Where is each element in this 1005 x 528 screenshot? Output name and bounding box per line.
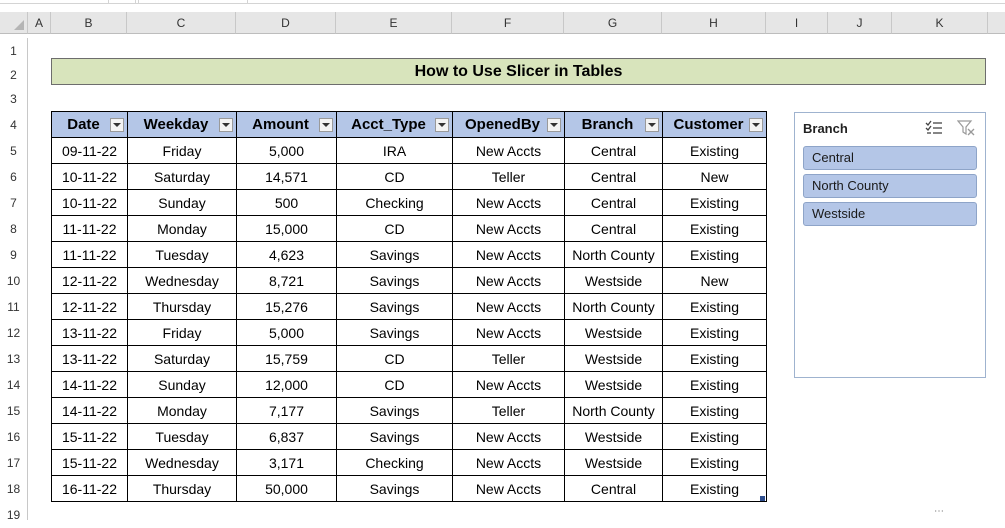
header-date-label: Date: [67, 116, 100, 133]
cell-acct-type[interactable]: Checking: [337, 190, 453, 216]
cell-opened-by[interactable]: New Accts: [453, 138, 565, 164]
cell-amount[interactable]: 7,177: [237, 398, 337, 424]
filter-dropdown-icon[interactable]: [547, 118, 561, 132]
row-header-8[interactable]: 8: [0, 216, 28, 242]
cell-amount[interactable]: 5,000: [237, 138, 337, 164]
column-header-j[interactable]: J: [828, 12, 892, 34]
cell-customer[interactable]: Existing: [663, 294, 767, 320]
table-row: [52, 138, 767, 164]
cell-customer[interactable]: New: [663, 268, 767, 294]
table-row: [52, 346, 767, 372]
slicer-item-central[interactable]: Central: [803, 146, 977, 170]
filter-dropdown-icon[interactable]: [435, 118, 449, 132]
select-all-corner[interactable]: [0, 12, 28, 34]
cell-acct-type[interactable]: Savings: [337, 424, 453, 450]
row-header-17[interactable]: 17: [0, 450, 28, 476]
table-row: [52, 476, 767, 502]
formula-box-edge: [138, 0, 248, 4]
cell-opened-by[interactable]: New Accts: [453, 294, 565, 320]
cell-customer[interactable]: Existing: [663, 138, 767, 164]
table-row: [52, 164, 767, 190]
cell-weekday[interactable]: Saturday: [128, 164, 237, 190]
cell-opened-by[interactable]: New Accts: [453, 476, 565, 502]
row-header-7[interactable]: 7: [0, 190, 28, 216]
row-header-2[interactable]: 2: [0, 64, 28, 86]
cell-date[interactable]: 12-11-22: [52, 268, 128, 294]
header-opened-by-label: OpenedBy: [464, 116, 540, 133]
cell-customer[interactable]: Existing: [663, 450, 767, 476]
cell-weekday[interactable]: Thursday: [128, 294, 237, 320]
row-header-12[interactable]: 12: [0, 320, 28, 346]
row-header-18[interactable]: 18: [0, 476, 28, 502]
header-customer-label: Customer: [673, 116, 744, 133]
table-resize-handle[interactable]: [760, 496, 765, 501]
cell-weekday[interactable]: Sunday: [128, 190, 237, 216]
cell-acct-type[interactable]: Savings: [337, 242, 453, 268]
sheet-ellipsis-icon: ⋯: [934, 506, 945, 517]
cell-acct-type[interactable]: Savings: [337, 294, 453, 320]
header-customer[interactable]: [663, 112, 767, 138]
cell-opened-by[interactable]: Teller: [453, 398, 565, 424]
cell-branch[interactable]: Westside: [565, 424, 663, 450]
cell-weekday[interactable]: Wednesday: [128, 450, 237, 476]
cell-branch[interactable]: Central: [565, 190, 663, 216]
cell-acct-type[interactable]: CD: [337, 372, 453, 398]
header-opened-by[interactable]: [453, 112, 565, 138]
cell-branch[interactable]: North County: [565, 294, 663, 320]
filter-dropdown-icon[interactable]: [110, 118, 124, 132]
filter-dropdown-icon[interactable]: [645, 118, 659, 132]
column-header-b[interactable]: B: [51, 12, 127, 34]
table-header-row: [52, 112, 767, 138]
cell-date[interactable]: 10-11-22: [52, 190, 128, 216]
table-row: [52, 320, 767, 346]
column-header-a[interactable]: A: [28, 12, 51, 34]
cell-weekday[interactable]: Wednesday: [128, 268, 237, 294]
cell-branch[interactable]: Central: [565, 216, 663, 242]
filter-dropdown-icon[interactable]: [219, 118, 233, 132]
column-header-l-partial[interactable]: [988, 12, 1005, 34]
cell-date[interactable]: 14-11-22: [52, 372, 128, 398]
cell-amount[interactable]: 5,000: [237, 320, 337, 346]
cell-date[interactable]: 15-11-22: [52, 450, 128, 476]
cell-weekday[interactable]: Monday: [128, 216, 237, 242]
table-body: [52, 138, 767, 502]
cell-customer[interactable]: Existing: [663, 190, 767, 216]
slicer-title: Branch: [803, 121, 848, 136]
cell-date[interactable]: 15-11-22: [52, 424, 128, 450]
cell-acct-type[interactable]: Savings: [337, 268, 453, 294]
cell-amount[interactable]: 14,571: [237, 164, 337, 190]
cell-customer[interactable]: Existing: [663, 372, 767, 398]
cell-amount[interactable]: 50,000: [237, 476, 337, 502]
cell-acct-type[interactable]: Savings: [337, 320, 453, 346]
cell-acct-type[interactable]: Savings: [337, 398, 453, 424]
header-amount-label: Amount: [252, 116, 309, 133]
row-header-15[interactable]: 15: [0, 398, 28, 424]
cell-weekday[interactable]: Saturday: [128, 346, 237, 372]
table-row: [52, 372, 767, 398]
cell-customer[interactable]: Existing: [663, 320, 767, 346]
cell-amount[interactable]: 3,171: [237, 450, 337, 476]
table-row: [52, 268, 767, 294]
cell-amount[interactable]: 15,000: [237, 216, 337, 242]
cell-date[interactable]: 16-11-22: [52, 476, 128, 502]
cell-date[interactable]: 11-11-22: [52, 242, 128, 268]
column-header-c[interactable]: C: [127, 12, 236, 34]
cell-amount[interactable]: 4,623: [237, 242, 337, 268]
cell-opened-by[interactable]: Teller: [453, 164, 565, 190]
data-table: [51, 111, 767, 502]
header-weekday-label: Weekday: [143, 116, 209, 133]
cell-opened-by[interactable]: New Accts: [453, 424, 565, 450]
cell-acct-type[interactable]: CD: [337, 346, 453, 372]
cell-opened-by[interactable]: New Accts: [453, 216, 565, 242]
row-header-14[interactable]: 14: [0, 372, 28, 398]
cell-opened-by[interactable]: New Accts: [453, 190, 565, 216]
header-amount[interactable]: [237, 112, 337, 138]
branch-slicer[interactable]: [794, 112, 986, 378]
cell-customer[interactable]: Existing: [663, 242, 767, 268]
cell-customer[interactable]: Existing: [663, 424, 767, 450]
cell-acct-type[interactable]: IRA: [337, 138, 453, 164]
column-header-d[interactable]: D: [236, 12, 336, 34]
cell-weekday[interactable]: Friday: [128, 320, 237, 346]
cell-weekday[interactable]: Friday: [128, 138, 237, 164]
row-header-16[interactable]: 16: [0, 424, 28, 450]
row-header-10[interactable]: 10: [0, 268, 28, 294]
row-header-1[interactable]: 1: [0, 38, 28, 64]
multi-select-icon[interactable]: [925, 120, 943, 136]
cell-acct-type[interactable]: Checking: [337, 450, 453, 476]
header-branch-label: Branch: [581, 116, 634, 133]
header-date[interactable]: [52, 112, 128, 138]
cell-date[interactable]: 13-11-22: [52, 320, 128, 346]
name-box-edge: [108, 0, 136, 4]
column-header-k[interactable]: K: [892, 12, 988, 34]
column-header-e[interactable]: E: [336, 12, 452, 34]
row-header-11[interactable]: 11: [0, 294, 28, 320]
cell-date[interactable]: 09-11-22: [52, 138, 128, 164]
table-row: [52, 242, 767, 268]
cell-branch[interactable]: Central: [565, 164, 663, 190]
cell-customer[interactable]: Existing: [663, 398, 767, 424]
table-row: [52, 450, 767, 476]
cell-opened-by[interactable]: New Accts: [453, 372, 565, 398]
cell-customer[interactable]: Existing: [663, 346, 767, 372]
row-header-6[interactable]: 6: [0, 164, 28, 190]
cell-acct-type[interactable]: Savings: [337, 476, 453, 502]
header-weekday[interactable]: [128, 112, 237, 138]
header-acct-type[interactable]: [337, 112, 453, 138]
header-acct-type-label: Acct_Type: [351, 116, 426, 133]
cell-opened-by[interactable]: Teller: [453, 346, 565, 372]
cell-amount[interactable]: 8,721: [237, 268, 337, 294]
cell-customer[interactable]: Existing: [663, 216, 767, 242]
header-branch[interactable]: [565, 112, 663, 138]
cell-date[interactable]: 12-11-22: [52, 294, 128, 320]
slicer-item-westside[interactable]: Westside: [803, 202, 977, 226]
cell-date[interactable]: 11-11-22: [52, 216, 128, 242]
table-row: [52, 424, 767, 450]
column-header-g[interactable]: G: [564, 12, 662, 34]
column-header-h[interactable]: H: [662, 12, 766, 34]
cell-amount[interactable]: 500: [237, 190, 337, 216]
cell-branch[interactable]: Westside: [565, 372, 663, 398]
cell-weekday[interactable]: Tuesday: [128, 424, 237, 450]
table-row: [52, 294, 767, 320]
column-header-i[interactable]: I: [766, 12, 828, 34]
cell-branch[interactable]: Westside: [565, 450, 663, 476]
cell-weekday[interactable]: Sunday: [128, 372, 237, 398]
cell-branch[interactable]: Central: [565, 138, 663, 164]
row-header-13[interactable]: 13: [0, 346, 28, 372]
table-row: [52, 190, 767, 216]
row-header-19[interactable]: 19: [0, 502, 28, 520]
table-row: [52, 216, 767, 242]
row-header-3[interactable]: 3: [0, 86, 28, 112]
cell-opened-by[interactable]: New Accts: [453, 268, 565, 294]
cell-weekday[interactable]: Tuesday: [128, 242, 237, 268]
cell-acct-type[interactable]: CD: [337, 216, 453, 242]
cell-weekday[interactable]: Monday: [128, 398, 237, 424]
cell-date[interactable]: 14-11-22: [52, 398, 128, 424]
row-header-9[interactable]: 9: [0, 242, 28, 268]
filter-dropdown-icon[interactable]: [749, 118, 763, 132]
cell-branch[interactable]: Westside: [565, 346, 663, 372]
cell-amount[interactable]: 15,276: [237, 294, 337, 320]
cell-branch[interactable]: Westside: [565, 320, 663, 346]
cell-date[interactable]: 10-11-22: [52, 164, 128, 190]
cell-customer[interactable]: Existing: [663, 476, 767, 502]
sheet-title-banner[interactable]: How to Use Slicer in Tables: [51, 58, 986, 85]
cell-opened-by[interactable]: New Accts: [453, 242, 565, 268]
cell-branch[interactable]: Central: [565, 476, 663, 502]
cell-branch[interactable]: North County: [565, 398, 663, 424]
row-header-5[interactable]: 5: [0, 138, 28, 164]
cell-amount[interactable]: 15,759: [237, 346, 337, 372]
row-header-4[interactable]: 4: [0, 112, 28, 138]
column-header-f[interactable]: F: [452, 12, 564, 34]
clear-filter-icon[interactable]: [957, 120, 975, 136]
cell-weekday[interactable]: Thursday: [128, 476, 237, 502]
table-row: [52, 398, 767, 424]
cell-opened-by[interactable]: New Accts: [453, 450, 565, 476]
cell-amount[interactable]: 12,000: [237, 372, 337, 398]
cell-date[interactable]: 13-11-22: [52, 346, 128, 372]
cell-branch[interactable]: North County: [565, 242, 663, 268]
cell-branch[interactable]: Westside: [565, 268, 663, 294]
filter-dropdown-icon[interactable]: [319, 118, 333, 132]
cell-acct-type[interactable]: CD: [337, 164, 453, 190]
cell-customer[interactable]: New: [663, 164, 767, 190]
cell-opened-by[interactable]: New Accts: [453, 320, 565, 346]
cell-amount[interactable]: 6,837: [237, 424, 337, 450]
slicer-item-north-county[interactable]: North County: [803, 174, 977, 198]
